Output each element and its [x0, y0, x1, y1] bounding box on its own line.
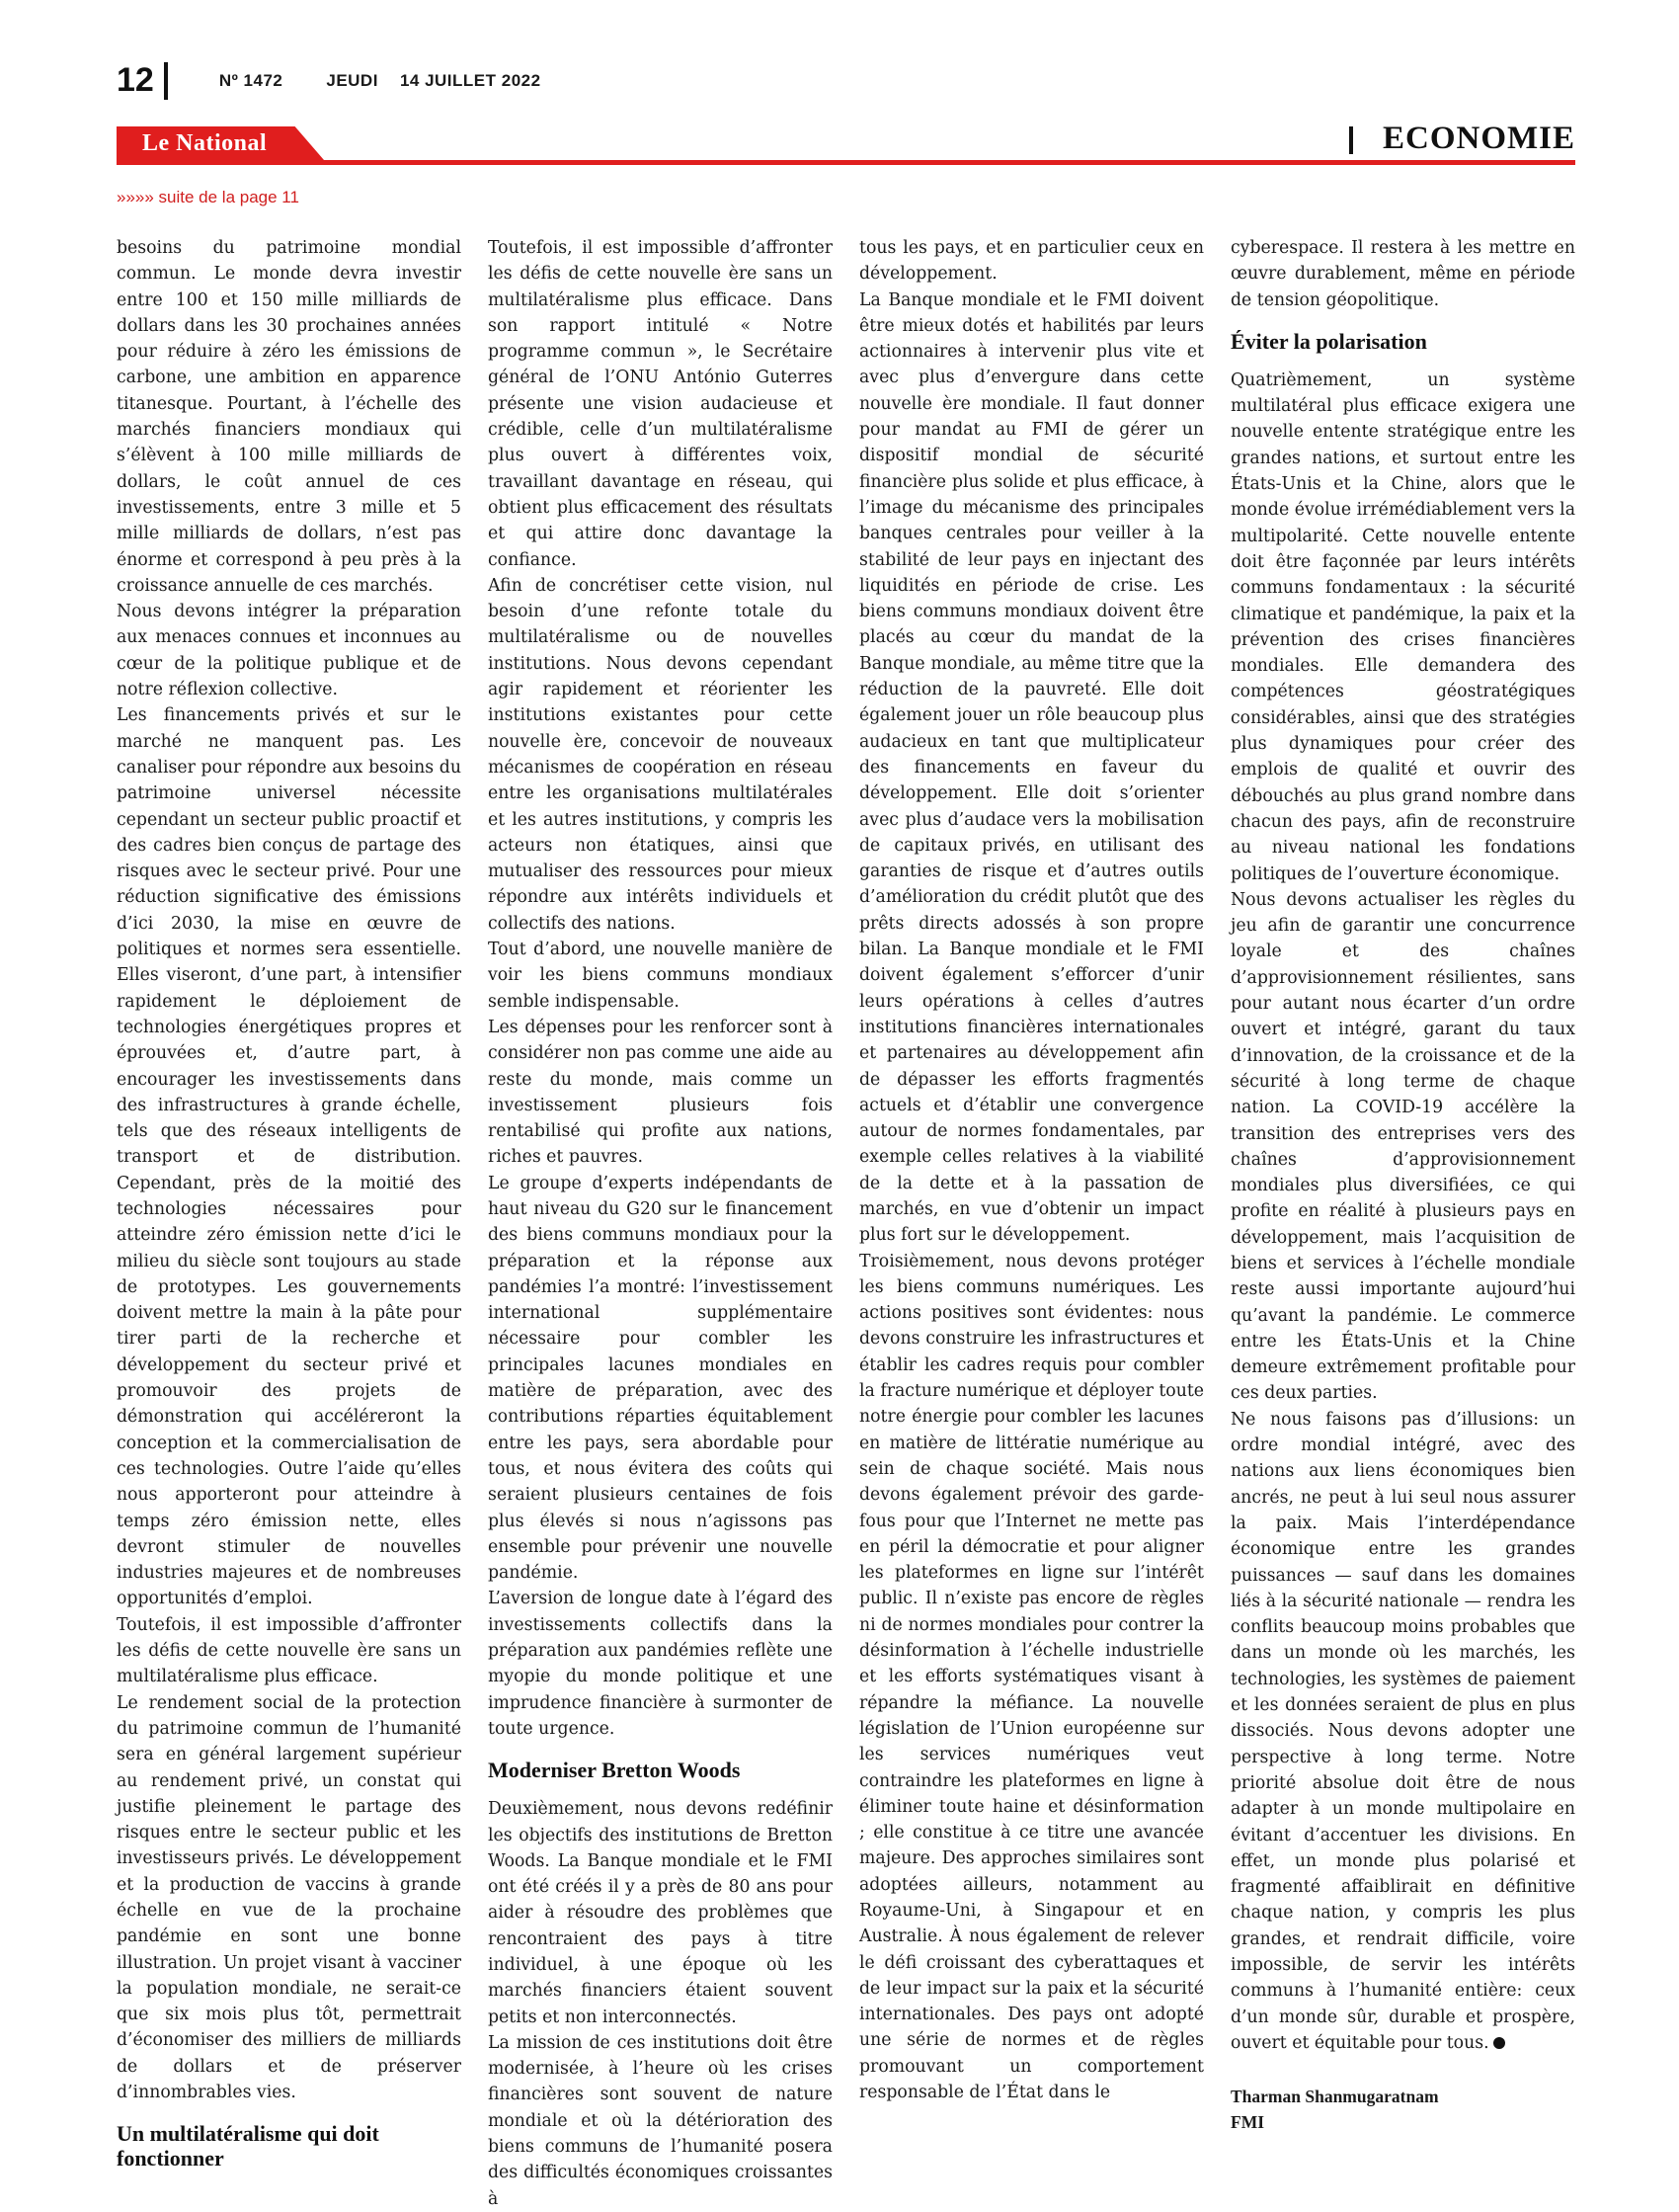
paragraph: Les financements privés et sur le marché ne manquent pas. Les canaliser pour répondre aux besoins du patrimoine universel nécessite cependant un secteur public proactif et des cadres bien conçus de partage des risques avec le secteur privé. Pour une réduction significative des émissions d’ici 2030, la mise en œuvre de politiques et normes sera essentielle. Elles viseront, d’une part, à intensifier rapidement le déploiement de technologies énergétiques propres et éprouvées et, d’autre part, à encourager les investissements dans des infrastructures à grande échelle, tels que des réseaux intelligents de transport et de distribution. Cependant, près de la moitié des technologies nécessaires pour atteindre zéro émission nette d’ici le milieu du siècle sont toujours au stade de prototypes. Les gouvernements doivent mettre la main à la pâte pour tirer parti de la recherche et développement du secteur privé et promouvoir des projets de démonstration qui accéléreront la conception et la commercialisation de ces technologies. Outre l’aide qu’elles nous apporteront pour atteindre à temps zéro émission nette, elles devront stimuler de nouvelles industries majeures et de nombreuses opportunités d’emploi.: [117, 705, 461, 1609]
masthead-bar: [117, 121, 1575, 164]
paragraph: Tout d’abord, une nouvelle manière de voir les biens communs mondiaux semble indispensable.: [488, 940, 833, 1012]
subheading: Moderniser Bretton Woods: [488, 1758, 741, 1783]
page-number-divider: [164, 62, 168, 100]
column-1: [117, 235, 461, 2212]
paragraph: L’aversion de longue date à l’égard des investissements collectifs dans la préparation aux pandémies reflète une myopie du monde politique et une imprudence financière à surmonter de toute urgence.: [488, 1589, 833, 1739]
section-title: ECONOMIE: [1382, 121, 1575, 156]
paragraph: Afin de concrétiser cette vision, nul besoin d’une refonte totale du multilatéralisme ou de nouvelles institutions. Nous devons cependant agir rapidement et réorienter les institutions existantes pour cette nouvelle ère, concevoir de nouveaux mécanismes de coopération en réseau entre les organisations multilatérales et les autres institutions, y compris les acteurs non étatiques, ainsi que mutualiser des ressources pour mieux répondre aux intérêts individuels et collectifs des nations.: [488, 575, 833, 934]
subheading: Éviter la polarisation: [1231, 328, 1427, 354]
paragraph: cyberespace. Il restera à les mettre en œuvre durablement, même en période de tension géopolitique.: [1231, 238, 1575, 310]
paragraph-text: Ne nous faisons pas d’illusions: un ordre mondial intégré, avec des nations aux liens économiques bien ancrés, ne peut à lui seul nous assurer la paix. Mais l’interdépendance économique entre les grandes puissances — sauf dans les domaines liés à la sécurité nationale — rendra les conflits beaucoup moins probables que dans un monde où les marchés, les technologies, les systèmes de paiement et les données seraient de plus en plus dissociés. Nous devons adopter une perspective à long terme. Notre priorité absolue doit être de nous adapter à un monde multipolaire en évitant d’accentuer les divisions. En effet, un monde plus polarisé et fragmenté affaiblirait en définitive chaque nation, y compris les plus grandes, et rendrait difficile, voire impossible, de servir les intérêts communs à l’humanité entière: ceux d’un monde sûr, durable et prospère, ouvert et équitable pour tous.: [1231, 1409, 1575, 2053]
paragraph: Le rendement social de la protection du patrimoine commun de l’humanité sera en général largement supérieur au rendement privé, un constat qui justifie pleinement le partage des risques entre le secteur public et les investisseurs privés. Le développement et la production de vaccins à grande échelle en vue de la prochaine pandémie en sont une bonne illustration. Un projet visant à vacciner la population mondiale, ne serait-ce que six mois plus tôt, permettrait d’économiser des milliers de milliards de dollars et de préserver d’innombrables vies.: [117, 1692, 461, 2103]
newspaper-logo: Le National: [142, 130, 268, 156]
article-body: [117, 235, 1575, 2209]
publication-day: JEUDI: [326, 70, 378, 90]
paragraph: Troisièmement, nous devons protéger les biens communs numériques. Les actions positives sont évidentes: nous devons construire les infrastructures et établir les cadres requis pour combler la fracture numérique et déployer toute notre énergie pour combler les lacunes en matière de littératie numérique au sein de chaque société. Mais nous devons également prévoir des garde-fous pour que l’Internet ne mette pas en péril la démocratie et pour aligner les plateformes en ligne sur l’intérêt public. Il n’existe pas encore de règles ni de normes mondiales pour contrer la désinformation à l’échelle industrielle et les efforts systématiques visant à répandre la méfiance. La nouvelle législation de l’Union européenne sur les services numériques veut contraindre les plateformes en ligne à éliminer toute haine et désinformation ; elle constitue à ce titre une avancée majeure. Des approches similaires sont adoptées ailleurs, notamment au Royaume-Uni, à Singapour et en Australie. À nous également de relever le défi croissant des cyberattaques et de leur impact sur la paix et la sécurité internationales. Des pays ont adopté une série de normes et de règles promouvant un comportement responsable de l’État dans le: [859, 1251, 1204, 2103]
publication-date: 14 JUILLET 2022: [399, 70, 541, 90]
paragraph: Quatrièmement, un système multilatéral plus efficace exigera une nouvelle entente stratégique entre les grandes nations, et surtout entre les États-Unis et la Chine, alors que le monde évolue irrémédiablement vers la multipolarité. Cette nouvelle entente doit être façonnée par leurs intérêts communs fondamentaux : la sécurité climatique et pandémique, la paix et la prévention des crises financières mondiales. Elle demandera des compétences géostratégiques considérables, ainsi que des stratégies plus dynamiques pour créer des emplois de qualité et ouvrir des débouchés au plus grand nombre dans chacun des pays, afin de reconstruire au niveau national les fondations politiques de l’ouverture économique.: [1231, 369, 1575, 884]
section-divider: [1349, 126, 1353, 154]
paragraph: La mission de ces institutions doit être modernisée, à l’heure où les crises financières sont souvent de nature mondiale et où la détérioration des biens communs de l’humanité posera des difficultés économiques croissantes à: [488, 2032, 833, 2209]
end-of-article-icon: [1493, 2037, 1505, 2049]
page-number: 12: [117, 61, 154, 99]
paragraph: Toutefois, il est impossible d’affronter les défis de cette nouvelle ère sans un multilatéralisme plus efficace.: [117, 1614, 461, 1687]
paragraph: besoins du patrimoine mondial commun. Le monde devra investir entre 100 et 150 mille milliards de dollars dans les 30 prochaines années pour réduire à zéro les émissions de carbone, une ambition en apparence titanesque. Pourtant, à l’échelle des marchés financiers mondiaux qui s’élèvent à 100 mille milliards de dollars, le coût annuel de ces investissements, entre 3 mille et 5 mille milliards de dollars, n’est pas énorme et correspond à peu près à la croissance annuelle de ces marchés.: [117, 238, 461, 596]
page-header: [117, 61, 541, 100]
author-signature: [1231, 2084, 1575, 2135]
paragraph: Nous devons intégrer la préparation aux menaces connues et inconnues au cœur de la politique publique et de notre réflexion collective.: [117, 602, 461, 700]
paragraph: Les dépenses pour les renforcer sont à considérer non pas comme une aide au reste du monde, mais comme un investissement plusieurs fois rentabilisé qui profite aux nations, riches et pauvres.: [488, 1017, 833, 1168]
masthead-rule: [117, 160, 1575, 165]
author-name: Tharman Shanmugaratnam: [1231, 2087, 1439, 2107]
paragraph: tous les pays, et en particulier ceux en développement.: [859, 238, 1204, 285]
column-2: [488, 235, 833, 2212]
paragraph: Deuxièmement, nous devons redéfinir les objectifs des institutions de Bretton Woods. La Banque mondiale et le FMI ont été créés il y a près de 80 ans pour aider à résoudre des problèmes que rencontraient des pays à titre individuel, à une époque où les marchés financiers étaient souvent petits et non interconnectés.: [488, 1799, 833, 2027]
column-3: [859, 235, 1204, 2212]
paragraph: Le groupe d’experts indépendants de haut niveau du G20 sur le financement des biens communs mondiaux pour la préparation et la réponse aux pandémies l’a montré: l’investissement international supplémentaire nécessaire pour combler les principales lacunes mondiales en matière de préparation, avec des contributions réparties équitablement entre les pays, sera abordable pour tous, et nous évitera des coûts qui seraient plusieurs centaines de fois plus élevés si nous n’agissons pas ensemble pour prévenir une nouvelle pandémie.: [488, 1173, 833, 1584]
issue-number: Nº 1472: [218, 70, 283, 90]
paragraph: [1231, 1407, 1575, 2056]
paragraph: La Banque mondiale et le FMI doivent être mieux dotés et habilités par leurs actionnaires à intervenir plus vite et avec plus d’envergure dans cette nouvelle ère mondiale. Il faut donner pour mandat au FMI de gérer un dispositif mondial de sécurité financière plus solide et plus efficace, à l’image du mécanisme des principales banques centrales pour veiller à la stabilité de leur pays en injectant des liquidités en période de crise. Les biens communs mondiaux doivent être placés au cœur du mandat de la Banque mondiale, au même titre que la réduction de la pauvreté. Elle doit également jouer un rôle beaucoup plus audacieux en tant que multiplicateur des financements en faveur du développement. Elle doit s’orienter avec plus d’audace vers la mobilisation de capitaux privés, en utilisant des garanties de risque et d’autres outils d’amélioration du crédit plutôt que des prêts directs adossés à son propre bilan. La Banque mondiale et le FMI doivent également s’efforcer d’unir leurs opérations à celles d’autres institutions financières internationales et partenaires au développement afin de dépasser les efforts fragmentés actuels et d’établir une convergence autour de normes fondamentales, par exemple celles relatives à la viabilité de la dette et à la passation de marchés, en vue d’obtenir un impact plus fort sur le développement.: [859, 289, 1204, 1246]
column-4: [1231, 235, 1575, 2212]
subheading: Un multilatéralisme qui doit fonctionner: [117, 2121, 379, 2171]
continuation-note: »»»» suite de la page 11: [117, 188, 299, 206]
paragraph: Toutefois, il est impossible d’affronter les défis de cette nouvelle ère sans un multilatéralisme plus efficace. Dans son rapport intitulé « Notre programme commun », le Secrétaire général de l’ONU António Guterres présente une vision audacieuse et crédible, celle d’un multilatéralisme plus ouvert à différentes voix, travaillant davantage en réseau, qui obtient plus efficacement des résultats et qui attire donc davantage la confiance.: [488, 238, 833, 570]
paragraph: Nous devons actualiser les règles du jeu afin de garantir une concurrence loyale et des chaînes d’approvisionnement résilientes, sans pour autant nous écarter d’un ordre ouvert et intégré, garant du taux d’innovation, de la croissance et de la sécurité à long terme de chaque nation. La COVID-19 accélère la transition des entreprises vers des chaînes d’approvisionnement mondiales plus diversifiées, ce qui profite en réalité à plusieurs pays en développement, mais l’acquisition de biens et services à l’échelle mondiale reste aussi importante aujourd’hui qu’avant la pandémie. Le commerce entre les États-Unis et la Chine demeure extrêmement profitable pour ces deux parties.: [1231, 889, 1575, 1404]
author-organization: FMI: [1231, 2112, 1265, 2133]
